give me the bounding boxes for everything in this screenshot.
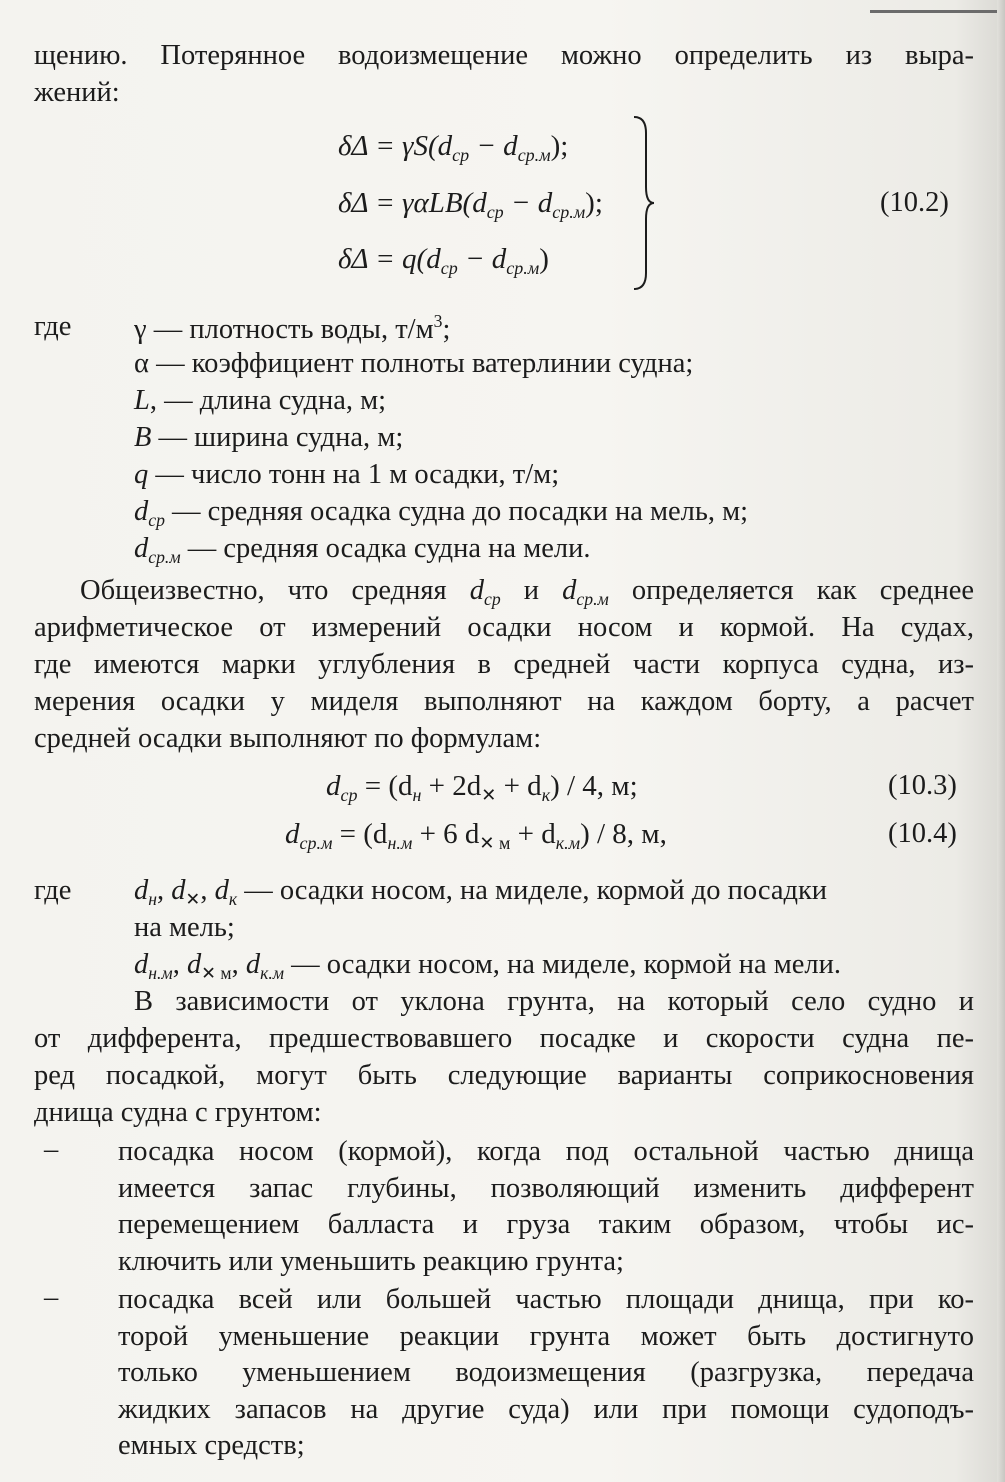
def-q: q — число тонн на 1 м осадки, т/м; — [134, 459, 560, 490]
equation-10-2-line-3: $\delta\Delta = q(d_{ср} - d_{ср.м})$ — [338, 243, 549, 278]
equation-number-10-2: (10.2) — [880, 187, 949, 218]
def-breadth: B — ширина судна, м; — [134, 422, 404, 453]
def-drafts-before-cont: на мель; — [134, 912, 235, 943]
para1-line-2: арифметическое от измерений осадки носом и кормой. На судах, — [34, 612, 974, 643]
para2-line-3: ред посадкой, могут быть следующие варианты соприкосновения — [34, 1060, 974, 1091]
def-length: L, — длина судна, м; — [134, 385, 387, 416]
formula-10-3: $d_{ср} = (d_н + 2d_✕ + d_к) / 4$, м; — [326, 770, 638, 805]
list-item-1: посадка носом (кормой), когда под остальной частью днища имеется запас глубины, позволяющий изменить дифферент перемещением балласта и груза таким образом, чтобы ис- ключить или уменьшить реакцию грунта; — [118, 1136, 974, 1277]
page-edge-shadow — [997, 0, 1005, 1482]
def-d-sr: $d_{ср}$ — средняя осадка судна до посадки на мель, м; — [134, 496, 749, 530]
para2-line-4: днища судна с грунтом: — [34, 1097, 322, 1128]
list-dash-2: – — [44, 1282, 59, 1313]
equation-10-2-line-2: $\delta\Delta = \gamma\alpha LB(d_{ср} - d_{ср.м})$; — [338, 187, 603, 222]
def-gamma: γ — плотность воды, $т/м^3$; — [134, 311, 451, 345]
para1-line-1: Общеизвестно, что средняя $d_{ср}$ и $d_{ср.м}$ определяется как среднее — [80, 575, 974, 609]
intro-line-2: жений: — [34, 77, 120, 108]
equation-number-10-4: (10.4) — [888, 818, 957, 849]
right-brace — [632, 115, 656, 291]
where-label-2: где — [34, 875, 72, 906]
where-label-1: где — [34, 311, 72, 342]
formula-10-4: $d_{ср.м} = (d_{н.м} + 6$ $d_{✕ м} + d_{к.м}) / 8$, м, — [285, 818, 667, 853]
def-d-sr-m: $d_{ср.м}$ — средняя осадка судна на мели. — [134, 533, 591, 567]
para1-line-4: мерения осадки у миделя выполняют на каждом борту, а расчет — [34, 686, 974, 717]
def-drafts-before: $d_н$, $d_✕$, $d_к$ — осадки носом, на миделе, кормой до посадки — [134, 875, 828, 909]
para2-line-2: от дифферента, предшествовавшего посадке и скорости судна пе- — [34, 1023, 974, 1054]
para1-line-5: средней осадки выполняют по формулам: — [34, 723, 542, 754]
intro-line-1: щению. Потерянное водоизмещение можно определить из выра- — [34, 40, 974, 71]
def-alpha: α — коэффициент полноты ватерлинии судна; — [134, 348, 694, 379]
list-dash-1: – — [44, 1134, 59, 1165]
equation-number-10-3: (10.3) — [888, 770, 957, 801]
para1-line-3: где имеются марки углубления в средней части корпуса судна, из- — [34, 649, 974, 680]
header-rule — [870, 10, 998, 13]
para2-line-1: В зависимости от уклона грунта, на который село судно и — [134, 986, 974, 1017]
def-drafts-aground: $d_{н.м}$, $d_{✕ м}$, $d_{к.м}$ — осадки носом, на миделе, кормой на мели. — [134, 949, 842, 983]
equation-10-2-line-1: $\delta\Delta = \gamma S(d_{ср} - d_{ср.м})$; — [338, 130, 569, 165]
list-item-2: посадка всей или большей частью площади днища, при ко- торой уменьшение реакции грунта может быть достигнуто только уменьшением водоизмещения (разгрузка, передача жидких запасов на другие суда) или при помощи судоподъ- емных средств; — [118, 1284, 974, 1462]
